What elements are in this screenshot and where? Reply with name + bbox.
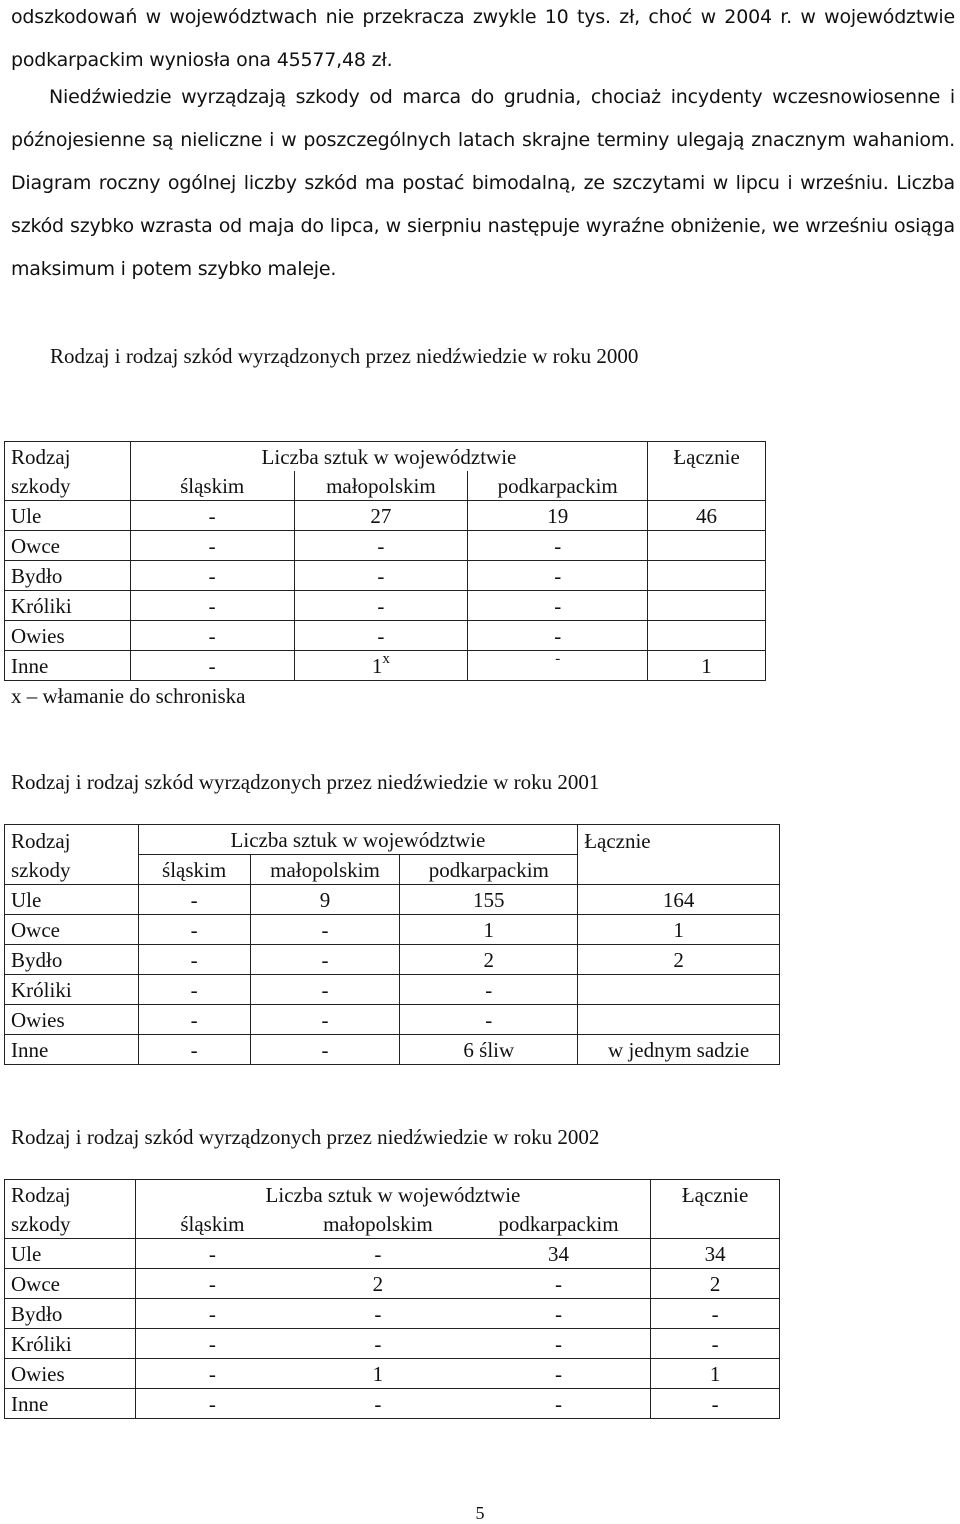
cell-total (648, 591, 766, 621)
cell-total: - (651, 1389, 780, 1419)
table-row (5, 1269, 780, 1299)
footnote-marker: x (382, 651, 390, 667)
cell-subcarpathian: - (468, 561, 648, 591)
table-row (5, 885, 780, 915)
table-footnote: x – włamanie do schroniska (11, 684, 246, 708)
header-count-group: Liczba sztuk w województwie (138, 825, 577, 855)
cell-kind: Króliki (5, 1329, 136, 1359)
cell-lesser-poland: - (250, 1005, 400, 1035)
cell-kind: Owce (5, 531, 131, 561)
cell-lesser-poland: 1 (289, 1359, 467, 1389)
header-count-group: Liczba sztuk w województwie (130, 442, 647, 472)
cell-silesian: - (130, 501, 294, 531)
cell-lesser-poland: 2 (289, 1269, 467, 1299)
cell-subcarpathian: - (467, 1359, 651, 1389)
table-row (5, 651, 766, 681)
cell-silesian: - (135, 1359, 289, 1389)
table-row (5, 531, 766, 561)
paragraph-text: Niedźwiedzie wyrządzają szkody od marca do grudnia, chociaż incydenty wczesnowiosenne i późnojesienne są nieliczne i w poszczególnych latach skrajne terminy ulegają znacznym wahaniom. Diagram roczny ogólnej liczby szkód ma postać bimodalną, ze szczytami w lipcu i wrześniu. Liczba szkód szybko wzrasta od maja do lipca, w sierpniu następuje wyraźne obniżenie, we wrześniu osiąga maksimum i potem szybko maleje. (11, 86, 955, 280)
cell-silesian: - (138, 915, 250, 945)
header-kind: Rodzaj (5, 825, 139, 855)
cell-total (648, 621, 766, 651)
cell-lesser-poland: - (294, 621, 468, 651)
cell-total: 46 (648, 501, 766, 531)
table-header-row (5, 442, 766, 472)
cell-subcarpathian: 34 (467, 1239, 651, 1269)
table-header-row (5, 825, 780, 855)
cell-kind: Owies (5, 1359, 136, 1389)
cell-lesser-poland: - (250, 975, 400, 1005)
cell-total: 1 (651, 1359, 780, 1389)
table-row (5, 1359, 780, 1389)
table-title-2002: Rodzaj i rodzaj szkód wyrządzonych przez niedźwiedzie w roku 2002 (11, 1125, 600, 1149)
damage-table-2002 (4, 1179, 780, 1419)
cell-subcarpathian: 6 śliw (400, 1035, 578, 1065)
cell-silesian: - (138, 975, 250, 1005)
cell-lesser-poland: - (289, 1239, 467, 1269)
table-row (5, 1299, 780, 1329)
cell-kind: Owies (5, 1005, 139, 1035)
cell-subcarpathian: - (400, 975, 578, 1005)
cell-silesian: - (130, 621, 294, 651)
cell-kind: Bydło (5, 561, 131, 591)
cell-kind: Ule (5, 501, 131, 531)
cell-subcarpathian: 1 (400, 915, 578, 945)
cell-lesser-poland (294, 651, 468, 681)
table-row (5, 561, 766, 591)
cell-silesian: - (130, 531, 294, 561)
header-silesian: śląskim (138, 855, 250, 885)
cell-silesian: - (135, 1389, 289, 1419)
cell-lesser-poland: - (289, 1389, 467, 1419)
cell-total: - (651, 1329, 780, 1359)
cell-lesser-poland: - (289, 1329, 467, 1359)
cell-subcarpathian: - (467, 1299, 651, 1329)
cell-total: 1 (578, 915, 780, 945)
cell-kind: Owce (5, 915, 139, 945)
table-row (5, 591, 766, 621)
cell-lesser-poland: - (294, 531, 468, 561)
cell-silesian: - (130, 561, 294, 591)
table-row (5, 501, 766, 531)
table-row (5, 621, 766, 651)
header-total (578, 855, 780, 885)
table-row (5, 1035, 780, 1065)
cell-total: 1 (648, 651, 766, 681)
header-silesian: śląskim (180, 474, 245, 498)
header-silesian: śląskim (180, 1212, 245, 1236)
cell-total: 164 (578, 885, 780, 915)
cell-total: w jednym sadzie (578, 1035, 780, 1065)
cell-kind: Owce (5, 1269, 136, 1299)
paragraph-damage-season (11, 76, 955, 291)
table-subheader-row (5, 855, 780, 885)
header-lesser-poland: małopolskim (294, 471, 468, 501)
cell-total: 2 (578, 945, 780, 975)
header-lesser-poland: małopolskim (250, 855, 400, 885)
cell-subcarpathian: - (467, 1389, 651, 1419)
header-total: Łącznie (651, 1180, 780, 1210)
cell-silesian: - (138, 885, 250, 915)
header-kind: szkody (5, 855, 139, 885)
header-kind: szkody (5, 471, 131, 501)
paragraph-continued: odszkodowań w województwach nie przekracza zwykle 10 tys. zł, choć w 2004 r. w województwie podkarpackim wyniosła ona 45577,48 zł. (11, 6, 955, 71)
cell-kind: Króliki (5, 975, 139, 1005)
cell-total (648, 561, 766, 591)
cell-silesian: - (135, 1269, 289, 1299)
table-header-row (5, 1180, 780, 1210)
cell-lesser-poland: - (294, 591, 468, 621)
cell-total: 2 (651, 1269, 780, 1299)
table-row (5, 1389, 780, 1419)
cell-silesian: - (138, 1005, 250, 1035)
cell-lesser-poland: - (289, 1299, 467, 1329)
header-total: Łącznie (578, 825, 780, 855)
cell-silesian: - (130, 651, 294, 681)
header-kind: szkody (5, 1209, 136, 1239)
header-subcarpathian: podkarpackim (467, 1209, 651, 1239)
cell-total: 34 (651, 1239, 780, 1269)
header-total (651, 1209, 780, 1239)
cell-silesian: - (135, 1329, 289, 1359)
cell-subcarpathian: 2 (400, 945, 578, 975)
cell-kind: Bydło (5, 1299, 136, 1329)
cell-silesian: - (130, 591, 294, 621)
header-lesser-poland: małopolskim (323, 1212, 433, 1236)
cell-silesian: - (138, 945, 250, 975)
header-kind: Rodzaj (5, 1180, 136, 1210)
cell-subcarpathian: - (468, 531, 648, 561)
cell-lesser-poland: - (294, 561, 468, 591)
cell-total (578, 1005, 780, 1035)
cell-lesser-poland: - (250, 1035, 400, 1065)
cell-kind: Ule (5, 1239, 136, 1269)
cell-kind: Ule (5, 885, 139, 915)
cell-subcarpathian: - (468, 621, 648, 651)
table-row (5, 915, 780, 945)
cell-total: - (651, 1299, 780, 1329)
header-subcarpathian: podkarpackim (400, 855, 578, 885)
cell-silesian: - (135, 1299, 289, 1329)
page-number: 5 (475, 1503, 485, 1523)
cell-subcarpathian: 155 (400, 885, 578, 915)
table-subheader-row (5, 471, 766, 501)
cell-kind: Bydło (5, 945, 139, 975)
cell-subcarpathian: 19 (468, 501, 648, 531)
cell-subcarpathian (468, 651, 648, 681)
header-total: Łącznie (648, 442, 766, 472)
cell-lesser-poland: - (250, 915, 400, 945)
cell-silesian: - (135, 1239, 289, 1269)
cell-subcarpathian: - (467, 1329, 651, 1359)
header-subcarpathian: podkarpackim (468, 471, 648, 501)
table-subheader-row (5, 1209, 780, 1239)
table-title-2000: Rodzaj i rodzaj szkód wyrządzonych przez niedźwiedzie w roku 2000 (50, 344, 639, 368)
cell-total (648, 531, 766, 561)
cell-silesian: - (138, 1035, 250, 1065)
cell-kind: Króliki (5, 591, 131, 621)
cell-value: - (555, 651, 561, 667)
cell-kind: Inne (5, 651, 131, 681)
cell-lesser-poland: - (250, 945, 400, 975)
header-count-group: Liczba sztuk w województwie (135, 1180, 650, 1210)
cell-kind: Owies (5, 621, 131, 651)
table-row (5, 1239, 780, 1269)
cell-kind: Inne (5, 1389, 136, 1419)
cell-subcarpathian: - (467, 1269, 651, 1299)
damage-table-2000 (4, 441, 766, 681)
table-row (5, 975, 780, 1005)
cell-total (578, 975, 780, 1005)
cell-kind: Inne (5, 1035, 139, 1065)
table-row (5, 945, 780, 975)
cell-subcarpathian: - (400, 1005, 578, 1035)
table-title-2001: Rodzaj i rodzaj szkód wyrządzonych przez niedźwiedzie w roku 2001 (11, 770, 600, 794)
cell-subcarpathian: - (468, 591, 648, 621)
table-row (5, 1005, 780, 1035)
cell-lesser-poland: 9 (250, 885, 400, 915)
header-total (648, 471, 766, 501)
cell-lesser-poland: 27 (294, 501, 468, 531)
table-row (5, 1329, 780, 1359)
cell-value: 1 (371, 654, 383, 678)
header-kind: Rodzaj (5, 442, 131, 472)
damage-table-2001 (4, 824, 780, 1065)
